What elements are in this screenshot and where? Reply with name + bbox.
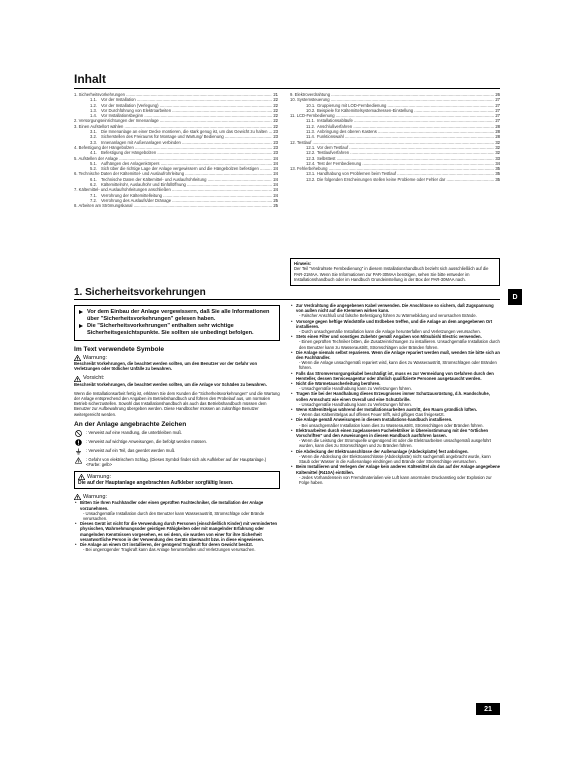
warning-item: • Wenn Kältemittelgas während der Installationsarbeiten austritt, den Raum gründlich lüften. — [290, 407, 500, 412]
warning-detail: - Einen geprüften Techniker bitten, die Zusatzeinrichtungen zu installieren. Unsachgemäße Installation durch den Benutzer kann zu Wasseraustritt, Stromschlägen oder Bränden führen. — [299, 339, 500, 350]
warning-item: • Falls das Stromversorgungskabel beschädigt ist, muss es zur Vermeidung von Gefahren durch den Hersteller, dessen Servicesagentur oder ähnlich qualifizierte Personen ausgetauscht werden. — [290, 371, 500, 381]
toc-entry-number: 1.1. — [90, 97, 97, 103]
toc-entry-label: 13.1.Handhabung von Problemen beim Testlauf ..... — [306, 171, 494, 176]
toc-entry-label: 12.3.Selbsttest ..... — [306, 156, 494, 161]
symbol-row: : Verweist auf eine Handlung, die unterbleiben muß. — [74, 430, 280, 437]
toc-entry-number: 13.1. — [306, 171, 316, 177]
toc-entry-page: 35 — [495, 176, 500, 182]
warning-item: • Zur Verdrahtung die angegebenen Kabel verwenden. Die Anschlüsse so sichern, daß Zugspannung von außen nicht auf die Klemmen wirken kann. — [290, 303, 500, 313]
warning-triangle-icon — [78, 474, 85, 480]
toc-entry-label: 11.4.Funktionswahl ..... — [306, 134, 494, 139]
toc-entry-page: 25 — [273, 197, 278, 203]
toc-entry-label: 1.3.Vor Durchführung von Elektroarbeiten ..... — [90, 108, 272, 113]
warning-item: • Vorsorge gegen heftige Windstöße und Erdbeben treffen, und die Anlage an dem angegebenen Ort installieren. — [290, 319, 500, 329]
intro-item: Vor dem Einbau der Anlage vergewissern, daß Sie alle Informationen über "Sicherheitsvorkehrungen" gelesen haben. — [79, 309, 275, 323]
caution-triangle-icon — [74, 376, 81, 382]
warning-detail: - Unsachgemäße Installation durch den Benutzer kann Wasseraustritt, Stromschläge oder Brände verursachen. — [83, 510, 265, 522]
toc-entry-page: 35 — [495, 166, 500, 172]
warning-triangle-icon — [74, 355, 81, 361]
warning-detail: - Unsachgemäße Handhabung kann zu Verletzungen führen. — [299, 386, 412, 392]
warning-detail: - Bei unsachgemäßer Installation kann dies zu Wasseraustritt, Stromschlägen oder Bränden führen. — [299, 422, 484, 428]
toc-entry-number: 7.1. — [90, 192, 97, 198]
warning-item: • Dieses Gerät ist nicht für die Verwendung durch Personen (einschließlich Kinder) mit verminderten physischen, Wahrnehmungsoder geistigen Fähigkeiten oder mit mangelnder Erfahrung oder mangelnden Kenntnissen vorgesehen, es sei denn, sie wurden von einer für ihre Sicherheit verantwortliche Person in der Verwendung des Geräts überwacht bzw. in diese eingewiesen. — [74, 521, 280, 542]
toc-entry-number: 12.2. — [306, 150, 316, 156]
toc-entry-page: 23 — [273, 129, 278, 135]
toc-entry-label: 7.2.Verrohrung des Auslaufs/der Dränage ..... — [90, 198, 272, 203]
toc-entry-number: 5.1. — [90, 160, 97, 166]
toc-entry-page: 23 — [273, 139, 278, 145]
toc-entry-number: 11.2. — [306, 123, 316, 129]
vorsicht-heading: Vorsicht: — [74, 376, 280, 382]
triangle-bullet-icon — [79, 324, 83, 328]
prohibited-icon — [74, 430, 82, 437]
toc-entry-label: 6.1.Technische Daten der Kältemittel- und Auslaufrohrleitung ..... — [90, 177, 272, 182]
warning-item: • Bitten Sie Ihren Fachhändler oder einen geprüften Fachtechniker, die Installation der Anlage vorzunehmen. — [74, 500, 280, 510]
toc-entry-number: 1.2. — [90, 102, 97, 108]
toc-entry-page: 24 — [273, 171, 278, 177]
symbols-heading: Im Text verwendete Symbole — [74, 346, 165, 353]
toc-entry-label: 1. Sicherheitsvorkehrungen ..... — [74, 92, 272, 97]
toc-entry-number: 6.2. — [90, 182, 97, 188]
symbol-row: : Verweist auf wichtige Anweisungen, die befolgt werden müssen. — [74, 439, 280, 446]
toc-entry-label: 1.4.Vor Installationsbeginn ..... — [90, 113, 272, 118]
warnung-heading: Warnung: — [74, 355, 280, 361]
warning-detail: - Durch unsachgemäße Installation kann die Anlage herunterfallen und Verletzungen verursachen. — [299, 329, 481, 335]
toc-entry-number: 3. — [74, 123, 79, 129]
toc-entry-page: 22 — [273, 113, 278, 119]
toc-entry-label: 12. Testlauf ..... — [290, 140, 494, 145]
left-warning-list — [74, 500, 280, 552]
label-warning-heading: Warnung: — [78, 474, 276, 480]
warning-item: • Die Anlage an einem Ort installieren, der genügend Tragkraft für deren Gewicht besitzt. — [74, 542, 280, 547]
warning-item: • Die Anlage gemäß Anweisungen in diesem Installations-handbuch installieren. — [290, 417, 500, 422]
warning-item: • Die Anlage niemals selbst reparieren. Wenn die Anlage repariert werden muß, wenden Sie bitte sich an den Fachhändler. — [290, 350, 500, 360]
toc-entry-page: 28 — [495, 134, 500, 140]
warning-item: • Beim Installieren und Verlegen der Anlage kein anderes Kältemittel als das auf der Anlage angegebene Kältemittel (R410A) eintüllen. — [290, 464, 500, 474]
toc-entry-page: 27 — [495, 97, 500, 103]
toc-entry-number: 12. — [290, 139, 297, 145]
toc-entry-number: 9. — [290, 92, 295, 97]
label-warning-text: Die auf der Hauptanlage angebrachten Aufkleber sorgfältig lesen. — [78, 480, 234, 487]
toc-entry-number: 3.2. — [90, 134, 97, 140]
warning-detail: - Bei ungenügender Tragkraft kann das Anlage herunterfallen und Verletzungen verursachen. — [83, 547, 256, 553]
warning-detail: - Falscher Anschluß und falsche Befestigung führen zu Wärmebildung und verursachen Brände. — [299, 313, 477, 319]
toc-entry-label: 1.1.Vor der Installation ..... — [90, 97, 272, 102]
toc-entry-number: 5.2. — [90, 166, 97, 172]
label-warning-box — [74, 471, 280, 489]
toc-entry-label: 12.4.Test der Fernbedienung ..... — [306, 161, 494, 166]
electric-shock-icon — [74, 457, 82, 464]
toc-entry-page: 27 — [495, 118, 500, 124]
toc-entry-page: 27 — [495, 107, 500, 113]
toc-entry-label: 5. Aufstellen der Anlage ..... — [74, 156, 272, 161]
toc-entry-page: 34 — [495, 160, 500, 166]
intro-box — [74, 305, 280, 341]
toc-entry-number: 10.2. — [306, 107, 316, 113]
toc-entry-page: 33 — [495, 155, 500, 161]
section-title: 1. Sicherheitsvorkehrungen — [74, 287, 206, 298]
toc-entry-label: 3. Einen Aufstellort wählen ..... — [74, 124, 272, 129]
toc-entry-number: 11.3. — [306, 129, 316, 135]
title-rule — [74, 88, 500, 89]
toc-entry-label: 9. Elektroverdrahtung ..... — [290, 92, 494, 97]
toc-entry-number: 5. — [74, 155, 79, 161]
warnung-text: Beschreibt Vorkehrungen, die beachtet werden sollten, um den Benutzer vor der Gefahr von Verletzungen oder tödlicher Unfälle zu bewahren. — [74, 361, 258, 372]
left-column — [74, 305, 280, 552]
toc-entry-number: 3.3. — [90, 139, 97, 145]
toc-entry-label: 5.1.Aufhängen des Anlagenkörpers ..... — [90, 161, 272, 166]
toc-entry-label: 1.2.Vor der Installation (Verlegung) ..... — [90, 103, 272, 108]
ground-icon — [74, 448, 82, 455]
toc-entry-number: 6.1. — [90, 176, 97, 182]
toc-entry-label: 10. Systemsteuerung ..... — [290, 97, 494, 102]
warning-detail: - Wenn die Abdeckung der Elektroanschlüsse (Abdeckplatte) nicht sachgemäß angebracht wurde, kann Staub oder Wasser in die Außenanlage eindringen und Brände oder Stromschläge verursachen. — [299, 453, 491, 465]
warning-detail: - Jedes Vorhandensein von Fremdmaterialien wie Luft kann anormalen Druckanstieg oder Explosion zur Folge haben. — [299, 474, 492, 485]
warning-detail: - Wenn die Leistung der Stromquelle ungenügend ist oder die Elektroarbeiten unsachgemäß ausgeführt wurden, kann dies zu Stromschlägen und zu Bränden führen. — [299, 438, 491, 449]
toc-entry-number: 2. — [74, 118, 79, 124]
intro-item: Die "Sicherheitsvorkehrungen" enthalten sehr wichtige Sicherheitsgesichtspunkte. Sie sollten sie unbedingt befolgen. — [79, 323, 275, 337]
toc-entry-label: 10.1.Gruppierung mit LOD-Fernbedienung ..... — [306, 103, 494, 108]
toc-entry-number: 1.4. — [90, 113, 97, 119]
warning-detail: - Wenn das Kältemittelgas auf offenes Feuer trifft, wird giftiges Gas freigesetzt. — [299, 412, 445, 418]
toc-entry-label: 7.1.Verrohrung der Kältemittelleitung ..... — [90, 193, 272, 198]
toc-entry-label: 5.2.Sich über die richtige Lage der Anlage vergewissern und die Hängebolzen befestigen ..... — [90, 166, 272, 171]
symbol-row: : Gefahr von elektrischem Schlag. (Dieses Symbol findet sich als Aufkleber auf der Hauptanlage.) <Farbe: gelb> — [74, 457, 280, 467]
warnung-list-heading: Warnung: — [74, 494, 280, 500]
page-number: 21 — [476, 703, 500, 715]
right-warning-list — [290, 303, 500, 485]
toc-entry-page: 22 — [273, 123, 278, 129]
unit-symbols-heading: An der Anlage angebrachte Zeichen — [74, 420, 187, 428]
toc-entry-label: 12.2.Testlaufverfahren ..... — [306, 150, 494, 155]
toc-entry-label: 12.1.Vor dem Testlauf ..... — [306, 145, 494, 150]
toc-entry-label: 11. LCD-Fernbedienung ..... — [290, 113, 494, 118]
toc-entry-number: 11.1. — [306, 118, 316, 124]
toc-entry-page: 26 — [495, 92, 500, 97]
toc-entry-number: 10. — [290, 97, 297, 103]
toc-entry-page: 24 — [273, 160, 278, 166]
toc-entry-label: 11.1.Installationsabläufe ..... — [306, 118, 494, 123]
triangle-bullet-icon — [79, 310, 83, 314]
toc-entry-number: 8. — [74, 203, 79, 209]
toc-entry-page: 24 — [273, 166, 278, 172]
toc-entry-label: 13. Fehlerbehebung ..... — [290, 166, 494, 171]
toc-entry-label: 6.2.Kältemittelrohr, Auslaufrohr und Einfüllöffnung ..... — [90, 182, 272, 187]
warning-item: • Tragen Sie bei der Handhabung dieses Erzeugnisses immer Schutzausrüstung, d.h. Handschuhe, vollen Armschutz wie einen Overall und eine Schutzbrille. — [290, 391, 500, 401]
toc-entry-label: 13.2.Die folgenden Erscheinungen stellen keine Probleme oder Fehler dar ..... — [306, 177, 494, 182]
hinweis-text: Der Teil "Verdrahtete Fernbedienung" in diesem Installationshandbuch bezieht sich ausschließlich auf die PAR-21MAA. Wenn Sie Informationen zur PAR-30MAA benötigen, sehen Sie bitte entweder im Installationshandbuch oder im Handbuch Grundeinstellung in der Box der PAR-30MAA nach. — [294, 266, 489, 283]
toc-entry-number: 10.1. — [306, 102, 316, 108]
toc-entry-page: 24 — [273, 182, 278, 188]
instruction-icon — [74, 439, 82, 446]
toc-entry-number: 7.2. — [90, 197, 97, 203]
toc-entry-page: 23 — [273, 134, 278, 140]
toc-entry-page: 21 — [273, 92, 278, 97]
toc-entry-page: 28 — [495, 123, 500, 129]
toc-entry-page: 24 — [273, 155, 278, 161]
toc-entry-label: 3.2.Sicherstellen des Freiraums für Montage und Wartung/ Bedienung ..... — [90, 134, 272, 139]
toc-entry-page: 24 — [273, 192, 278, 198]
toc-entry-page: 35 — [495, 171, 500, 177]
toc-entry-number: 3.1. — [90, 129, 97, 135]
toc-entry-number: 11.4. — [306, 134, 316, 140]
vorsicht-text: Beschreibt Vorkehrungen, die beachtet werden sollten, um die Anlage vor Schäden zu bewahren. — [74, 381, 267, 387]
hinweis-title: Hinweis: — [294, 261, 312, 266]
toc-entry-page: 24 — [273, 187, 278, 193]
warning-item: • Elektroarbeiten durch einen zugelassenen Fachelektriker in Übereinstimmung mit den "örtlichen Vorschriften" und den Anweisungen in diesem Handbuch ausführen lassen. — [290, 428, 500, 438]
toc-entry-number: 12.4. — [306, 160, 316, 166]
toc-entry-number: 4. — [74, 144, 79, 150]
toc-entry-page: 22 — [273, 102, 278, 108]
toc-entry-label: 2. Versorgungseinrichtungen der Innenanlage ..... — [74, 118, 272, 123]
toc-entry[interactable] — [74, 203, 278, 208]
warning-detail: - Unsachgemäße Handhabung kann zu Verletzungen führen. — [299, 401, 412, 407]
toc-entry-label: 11.2.Anschlußverfahren ..... — [306, 124, 494, 129]
toc-entry-page: 27 — [495, 113, 500, 119]
section-rule — [74, 299, 500, 300]
toc-entry-label: 4.1.Befestigung der Hängebolzen ..... — [90, 150, 272, 155]
toc-entry-page: 23 — [273, 150, 278, 156]
toc-entry-page: 32 — [495, 150, 500, 156]
toc-entry-number: 13. — [290, 166, 297, 172]
symbol-row: : Verweist auf ein Teil, das geerdet werden muß. — [74, 448, 280, 455]
page-title: Inhalt — [74, 72, 106, 86]
toc-entry[interactable] — [290, 177, 500, 182]
toc-entry-number: 1. — [74, 92, 79, 97]
toc-entry-page: 28 — [495, 129, 500, 135]
toc-entry-label: 11.3.Anbringung des oberen Kastens ..... — [306, 129, 494, 134]
toc-entry-number: 11. — [290, 113, 297, 119]
toc-left-column — [74, 92, 278, 209]
toc-entry-page: 22 — [273, 118, 278, 124]
toc-entry-label: 4. Befestigung der Hängebolzen ..... — [74, 145, 272, 150]
toc-entry-number: 6. — [74, 171, 79, 177]
toc-entry-page: 25 — [273, 203, 278, 209]
toc-entry-number: 1.3. — [90, 107, 97, 113]
warning-item: • Nicht die Wärmetauscherleitung berühren. — [290, 381, 500, 386]
toc-entry-number: 12.1. — [306, 144, 316, 150]
install-paragraph: Wenn die Installationsarbeit fertig ist, erklären Sie dem Kunden die "Sicherheitsvorkehrungen" und die Wartung der Anlage entsprechend den Angaben im Betriebshandbuch und führen den Probelauf aus, um normalen Betrieb sicherzustellen. Sowohl das Installationshandbuch als auch das Betriebshandbuch müssen dem Benutzer zur Aufbewahrung übergeben werden. Diese Handbücher müssen an zukünftige Benutzer weitergereicht werden. — [74, 390, 280, 417]
toc-entry-page: 22 — [273, 107, 278, 113]
hinweis-box — [290, 258, 500, 286]
toc-entry-page: 27 — [495, 102, 500, 108]
toc-entry-label: 3.3.Innenanlagen mit Außenanlagen verbinden ..... — [90, 140, 272, 145]
toc-entry-label: 3.1.Die Innenanlage an einer Decke montieren, die stark genug ist, um das Gewicht zu halten ..... — [90, 129, 272, 134]
toc-entry-label: 8. Arbeiten am Strömungskanal ..... — [74, 203, 272, 208]
warning-item: • Stets einen Filter und sonstiges Zubehör gemäß Angaben von Mitsubishi Electric verwenden. — [290, 334, 500, 339]
toc-entry-page: 24 — [273, 176, 278, 182]
toc-entry-label: 10.2.Beispiele für Kältemittelsystemadressen-Einstellung ..... — [306, 108, 494, 113]
warning-item: • Die Abdeckung der Elektroanschlüsse der Außenanlage (Abdeckplatte) fest anbringen. — [290, 449, 500, 454]
toc-entry-page: 22 — [273, 97, 278, 103]
toc-entry-page: 23 — [273, 144, 278, 150]
toc-entry-page: 32 — [495, 139, 500, 145]
toc-entry-number: 7. — [74, 187, 79, 193]
toc-entry-page: 32 — [495, 144, 500, 150]
toc-entry-number: 13.2. — [306, 176, 316, 182]
toc-entry-label: 7. Kältemittel- und Auslaufrohrleitungen anschließen ..... — [74, 187, 272, 192]
toc-entry-label: 6. Technische Daten der Kältemittel- und Auslaufrohrleitung ..... — [74, 171, 272, 176]
warning-detail: - Wenn die Anlage unsachgemäß repariert wird, kann dies zu Wasseraustritt, Stromschlägen oder Bränden führen. — [299, 360, 497, 371]
toc-entry-number: 12.3. — [306, 155, 316, 161]
toc-right-column — [290, 92, 500, 182]
toc-entry-number: 4.1. — [90, 150, 97, 156]
language-tab: D — [508, 289, 522, 305]
